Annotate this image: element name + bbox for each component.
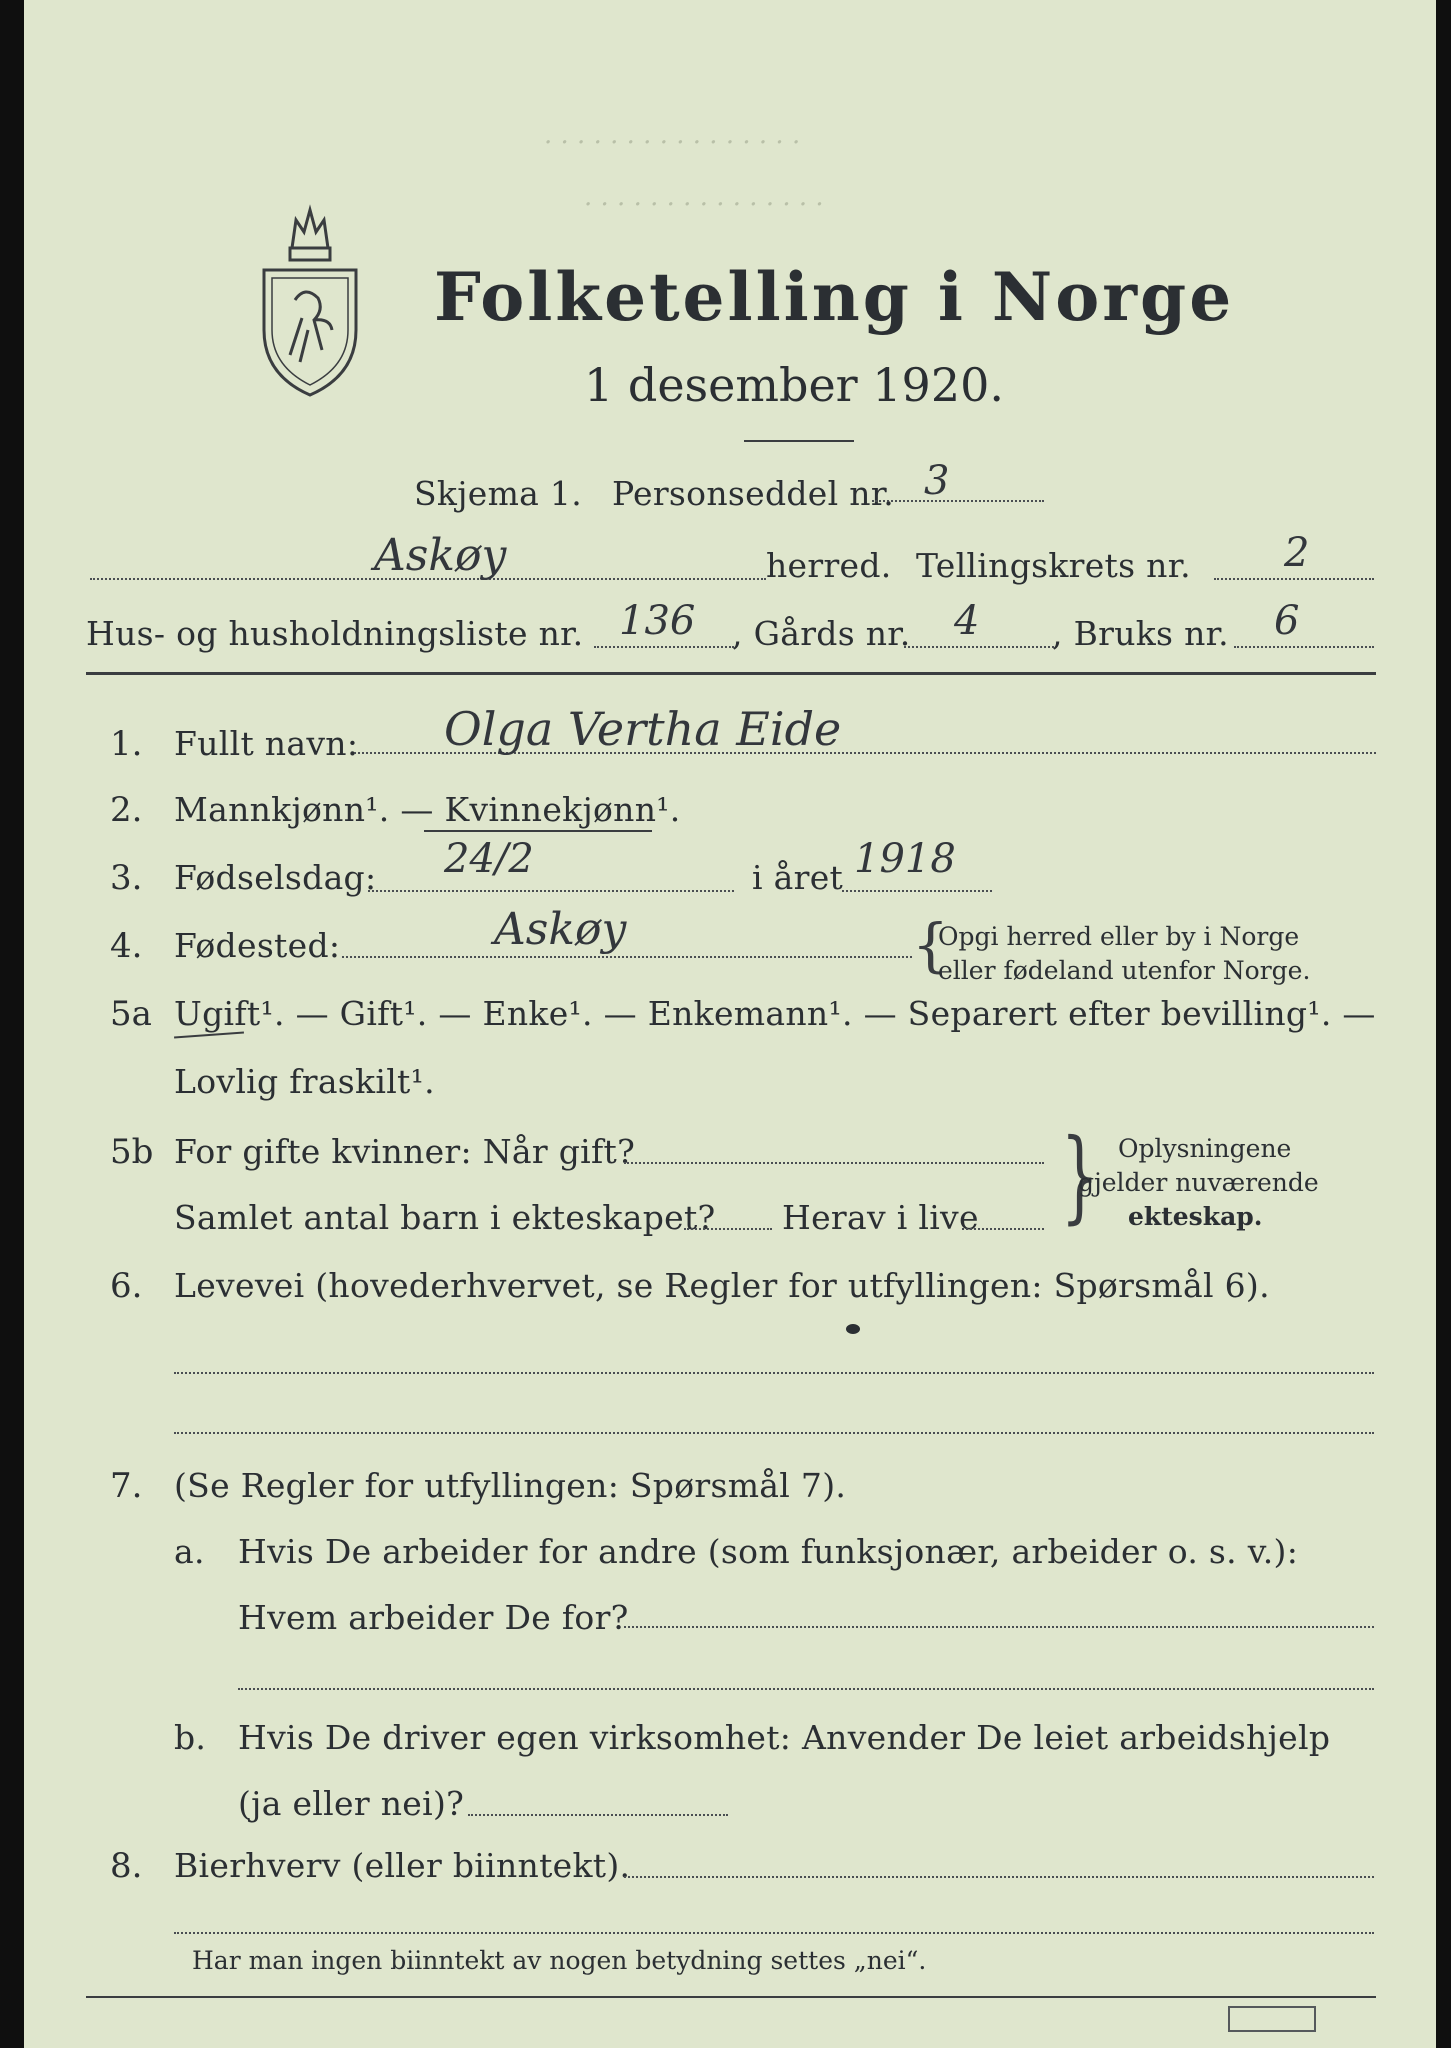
- q8-number: 8.: [110, 1846, 143, 1886]
- year-label: i året: [752, 858, 844, 897]
- q5b-alive-line: [962, 1228, 1044, 1230]
- ink-blot: [846, 1324, 860, 1334]
- tellingskrets-label: Tellingskrets nr.: [916, 546, 1191, 585]
- q5b-note-line1: Oplysningene: [1118, 1134, 1292, 1163]
- q7a-line1: Hvis De arbeider for andre (som funksjonær, arbeider o. s. v.):: [238, 1532, 1299, 1571]
- q5b-number: 5b: [110, 1132, 154, 1172]
- gards-line: [904, 646, 1054, 648]
- q3-number: 3.: [110, 858, 143, 898]
- q5a-number: 5a: [110, 994, 152, 1034]
- q5b-note-line2: gjelder nuværende: [1078, 1168, 1319, 1197]
- q4-note-line1: Opgi herred eller by i Norge: [938, 922, 1300, 951]
- q3-label: Fødselsdag:: [174, 858, 377, 897]
- q8-extra-line: [174, 1932, 1374, 1934]
- q5b-children-label: Samlet antal barn i ekteskapet?: [174, 1198, 716, 1237]
- bruks-label: , Bruks nr.: [1052, 614, 1229, 653]
- q2-label: Mannkjønn¹. — Kvinnekjønn¹.: [174, 790, 681, 829]
- footer-divider: [86, 1996, 1376, 1998]
- bruks-line: [1234, 646, 1374, 648]
- show-through-text: · · · · · · · · · · · · · · ·: [584, 190, 824, 220]
- q3-year-line: [842, 890, 992, 892]
- q7a-letter: a.: [174, 1532, 205, 1571]
- q4-number: 4.: [110, 926, 143, 966]
- q5b-line1: For gifte kvinner: Når gift?: [174, 1132, 636, 1171]
- q5b-note-line3: ekteskap.: [1128, 1202, 1263, 1231]
- q5a-line2: Lovlig fraskilt¹.: [174, 1062, 435, 1101]
- q6-line2: [174, 1432, 1374, 1434]
- q8-line: [624, 1876, 1374, 1878]
- herred-label: herred.: [766, 546, 892, 585]
- q6-line1: [174, 1372, 1374, 1374]
- gards-label: , Gårds nr.: [732, 614, 911, 653]
- q4-brace: {: [912, 911, 949, 979]
- q4-line: [342, 956, 912, 958]
- q7a-line2: Hvem arbeider De for?: [238, 1598, 629, 1637]
- q1-label: Fullt navn:: [174, 724, 359, 763]
- bruks-value: 6: [1274, 598, 1300, 644]
- tellingskrets-value: 2: [1284, 530, 1310, 576]
- husholdningsliste-value: 136: [619, 598, 696, 644]
- q8-label: Bierhverv (eller biinntekt).: [174, 1846, 631, 1885]
- kvinnekjonn-underline: [424, 830, 652, 832]
- footer-note: Har man ingen biinntekt av nogen betydning settes „nei“.: [192, 1946, 927, 1975]
- q3-day-line: [368, 890, 734, 892]
- gards-value: 4: [954, 598, 980, 644]
- title-divider: [744, 440, 854, 442]
- q4-label: Fødested:: [174, 926, 341, 965]
- q5b-married-line: [624, 1162, 1044, 1164]
- q7b-letter: b.: [174, 1718, 207, 1757]
- form-title: Folketelling i Norge: [434, 258, 1235, 336]
- coat-of-arms-icon: [250, 190, 370, 400]
- q5b-brace: }: [1060, 1117, 1099, 1234]
- skjema-label: Skjema 1.: [414, 474, 583, 513]
- q1-number: 1.: [110, 724, 143, 764]
- q4-note-line2: eller fødeland utenfor Norge.: [938, 956, 1311, 985]
- husholdningsliste-label: Hus- og husholdningsliste nr.: [86, 614, 584, 653]
- personseddel-line: [872, 500, 1044, 502]
- header-divider: [86, 672, 1376, 675]
- personseddel-value: 3: [924, 458, 950, 504]
- printer-mark: [1228, 2006, 1316, 2032]
- q7-number: 7.: [110, 1466, 143, 1506]
- q7b-line: [468, 1814, 728, 1816]
- q6-number: 6.: [110, 1266, 143, 1306]
- show-through-text: · · · · · · · · · · · · · · · ·: [544, 128, 801, 158]
- personseddel-label: Personseddel nr.: [612, 474, 895, 513]
- q7b-line1: Hvis De driver egen virksomhet: Anvender De leiet arbeidshjelp: [238, 1718, 1331, 1757]
- herred-value: Askøy: [374, 530, 507, 581]
- q7a-employer-line: [624, 1626, 1374, 1628]
- full-name-value: Olga Vertha Eide: [444, 702, 842, 756]
- q2-number: 2.: [110, 790, 143, 830]
- tellingskrets-line: [1214, 578, 1374, 580]
- census-form-sheet: [24, 0, 1436, 2048]
- q7a-extra-line: [238, 1688, 1374, 1690]
- birth-year-value: 1918: [854, 836, 956, 882]
- q5a-line1: Ugift¹. — Gift¹. — Enke¹. — Enkemann¹. — Separert efter bevilling¹. —: [174, 994, 1376, 1033]
- census-date: 1 desember 1920.: [584, 358, 1004, 412]
- birthplace-value: Askøy: [494, 904, 627, 955]
- husholdningsliste-line: [594, 646, 734, 648]
- q5b-children-line: [684, 1228, 772, 1230]
- q7-label: (Se Regler for utfyllingen: Spørsmål 7).: [174, 1466, 847, 1505]
- q7b-line2: (ja eller nei)?: [238, 1784, 465, 1823]
- birth-day-value: 24/2: [444, 836, 534, 882]
- q6-label: Levevei (hovederhvervet, se Regler for utfyllingen: Spørsmål 6).: [174, 1266, 1270, 1305]
- q5b-alive-label: Herav i live: [782, 1198, 979, 1237]
